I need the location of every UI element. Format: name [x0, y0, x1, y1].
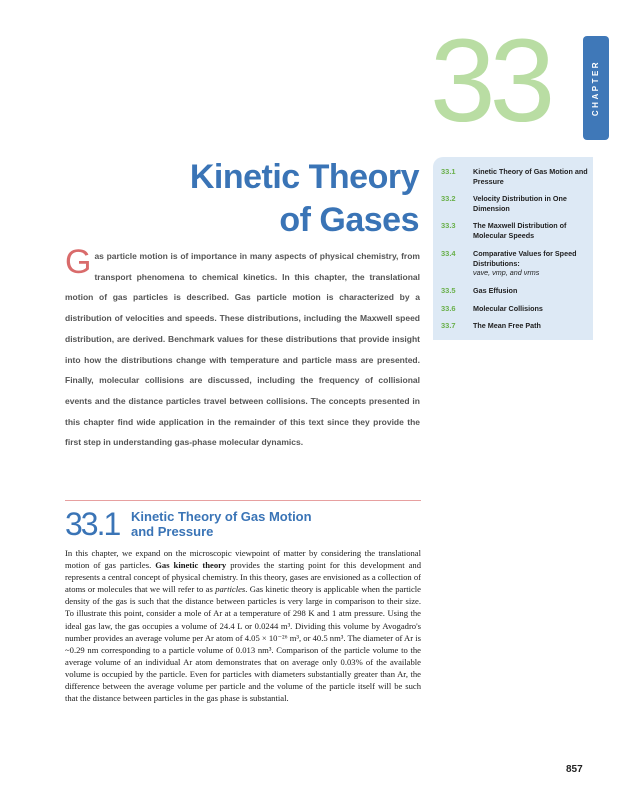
- toc-item-number: 33.1: [441, 167, 456, 176]
- chapter-tab: [583, 36, 609, 140]
- toc-item[interactable]: [441, 167, 588, 186]
- toc-item-label-main: Comparative Values for Speed Distributions:: [473, 249, 577, 268]
- toc-item-label: Gas Effusion: [473, 286, 518, 295]
- toc-item[interactable]: [441, 286, 588, 296]
- chapter-title-line1: Kinetic Theory: [189, 158, 419, 196]
- toc-item[interactable]: [441, 221, 588, 240]
- body-text-2: provides the starting point for this development and represents a central concept of physical chemistry. In this theory, gases are envisioned as a collection of atoms or molecules that we will refer to as: [65, 560, 421, 595]
- section-divider: [65, 500, 421, 501]
- section-title: [131, 509, 391, 539]
- page-number: 857: [566, 764, 583, 775]
- key-term-gas-kinetic-theory: Gas kinetic theory: [155, 560, 227, 571]
- section-title-line1: Kinetic Theory of Gas Motion: [131, 509, 312, 524]
- section-title-line2: and Pressure: [131, 524, 214, 539]
- chapter-number: 33: [430, 15, 550, 147]
- table-of-contents: [433, 157, 593, 340]
- toc-item[interactable]: [441, 304, 588, 314]
- chapter-title-line2: of Gases: [279, 201, 419, 239]
- toc-item-label: [473, 249, 588, 278]
- chapter-label: CHAPTER: [591, 59, 600, 117]
- toc-item-label: The Maxwell Distribution of Molecular Speeds: [473, 221, 567, 240]
- toc-item[interactable]: [441, 194, 588, 213]
- toc-item-label: The Mean Free Path: [473, 321, 541, 330]
- chapter-introduction: [65, 243, 420, 453]
- body-text-1: In this chapter, we expand on the microscopic viewpoint of matter by considering the translational motion of gas particles.: [65, 548, 421, 571]
- toc-item-label: Kinetic Theory of Gas Motion and Pressure: [473, 167, 588, 186]
- toc-item-number: 33.3: [441, 221, 456, 230]
- drop-cap: G: [65, 243, 92, 281]
- body-paragraph: [65, 547, 421, 704]
- section-number: 33.1: [65, 506, 120, 542]
- toc-item-number: 33.4: [441, 249, 456, 258]
- toc-item-number: 33.7: [441, 321, 456, 330]
- toc-item-label-sub: νave, νmp, and νrms: [473, 268, 540, 277]
- toc-item-label: Velocity Distribution in One Dimension: [473, 194, 567, 213]
- toc-item-label: Molecular Collisions: [473, 304, 543, 313]
- toc-item-number: 33.5: [441, 286, 456, 295]
- toc-item[interactable]: [441, 321, 588, 331]
- key-term-particles: particles: [215, 584, 246, 595]
- body-text-3: . Gas kinetic theory is applicable when the particle density of the gas is such that the distance between particles is very large in comparison to their size. To illustrate this point, consider a mole of Ar at a temperature of 298 K and 1 atm pressure. Using the ideal gas law, the gas occupies a volume of 24.4 L or 0.0244 m³. Dividing this volume by Avogadro's number provides an average volume per Ar atom of 4.05 × 10⁻²⁶ m³, or 40.5 nm³. The diameter of Ar is ~0.29 nm corresponding to a particle volume of 0.013 nm³. Comparison of the particle volume to the average volume of an individual Ar atom demonstrates that on average only 0.03% of the available volume is occupied by the particle. Even for particles with diameters substantially greater than Ar, the difference between the average volume per particle and the volume of the particle itself will be such that the distance between particles in the gas phase is substantial.: [65, 584, 421, 704]
- toc-item-number: 33.2: [441, 194, 456, 203]
- toc-item[interactable]: [441, 249, 588, 278]
- toc-item-number: 33.6: [441, 304, 456, 313]
- intro-text: as particle motion is of importance in many aspects of physical chemistry, from transport phenomena to chemical kinetics. In this chapter, the translational motion of gas particles is described. Gas particle motion is characterized by a distribution of velocities and speeds. These distributions, including the Maxwell speed distribution, are derived. Benchmark values for these distributions that provide insight into how the distributions change with temperature and particle mass are presented. Finally, molecular collisions are discussed, including the frequency of collisional events and the distance particles travel between collisions. The concepts presented in this chapter find wide application in the remainder of this text since they provide the first step in understanding gas-phase molecular dynamics.: [65, 251, 420, 448]
- chapter-title: [190, 156, 419, 242]
